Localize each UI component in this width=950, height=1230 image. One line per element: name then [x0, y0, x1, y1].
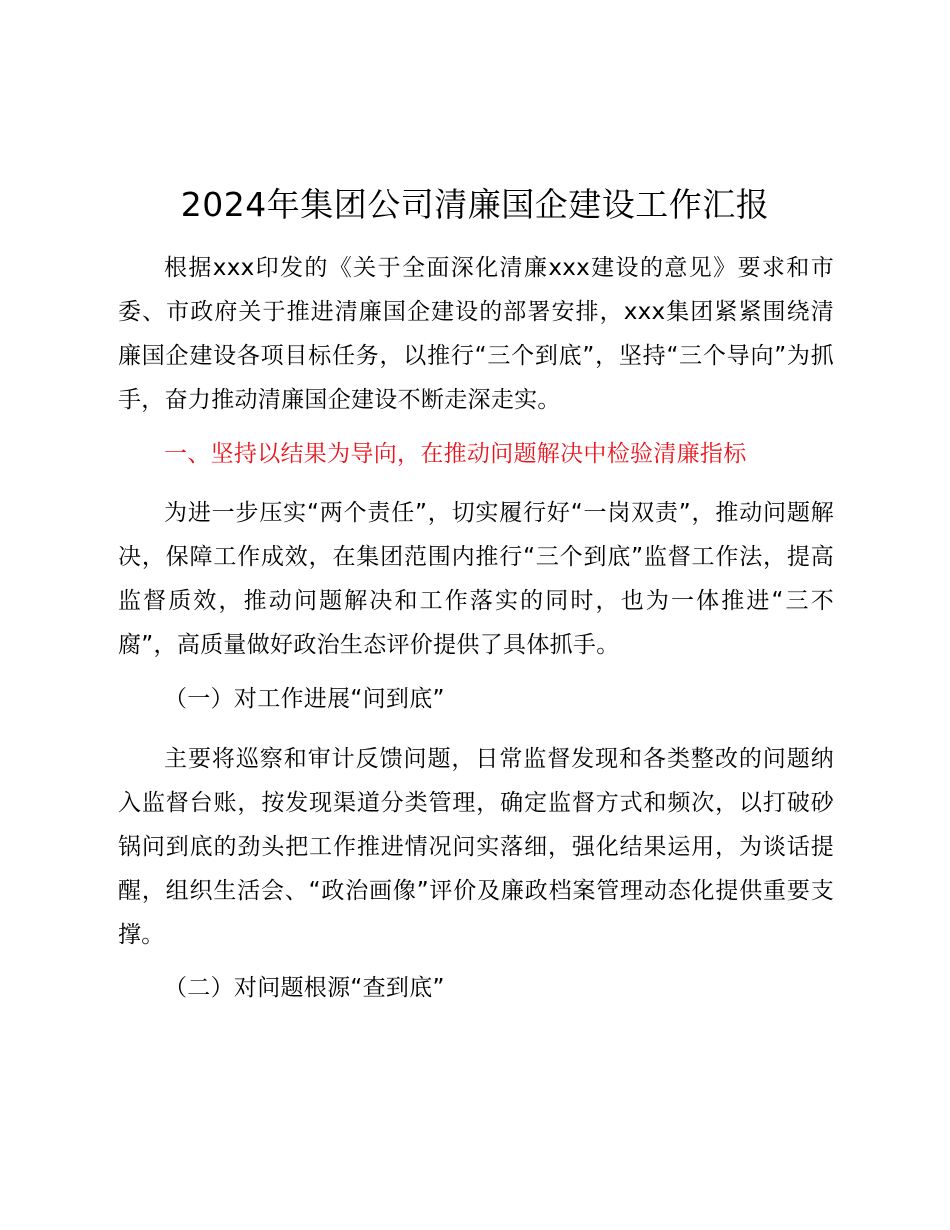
intro-paragraph: 根据xxx印发的《关于全面深化清廉xxx建设的意见》要求和市委、市政府关于推进清廉国企建设的部署安排，xxx集团紧紧围绕清廉国企建设各项目标任务，以推行“三个到底”，坚持“三个导向”为抓手，奋力推动清廉国企建设不断走深走实。 [118, 255, 834, 413]
subsection-2-heading: （二）对问题根源“查到底” [164, 975, 445, 1001]
document-title: 2024年集团公司清廉国企建设工作汇报 [180, 185, 770, 224]
subsection-1-paragraph: 主要将巡察和审计反馈问题，日常监督发现和各类整改的问题纳入监督台账，按发现渠道分类管理，确定监督方式和频次，以打破砂锅问到底的劲头把工作推进情况问实落细，强化结果运用，为谈话提醒，组织生活会、“政治画像”评价及廉政档案管理动态化提供重要支撑。 [118, 746, 834, 948]
subsection-1-heading: （一）对工作进展“问到底” [164, 686, 445, 712]
section-1-paragraph: 为进一步压实“两个责任”，切实履行好“一岗双责”，推动问题解决，保障工作成效，在集团范围内推行“三个到底”监督工作法，提高监督质效，推动问题解决和工作落实的同时，也为一体推进“三不腐”，高质量做好政治生态评价提供了具体抓手。 [118, 500, 834, 658]
section-1-heading: 一、坚持以结果为导向，在推动问题解决中检验清廉指标 [164, 441, 747, 467]
